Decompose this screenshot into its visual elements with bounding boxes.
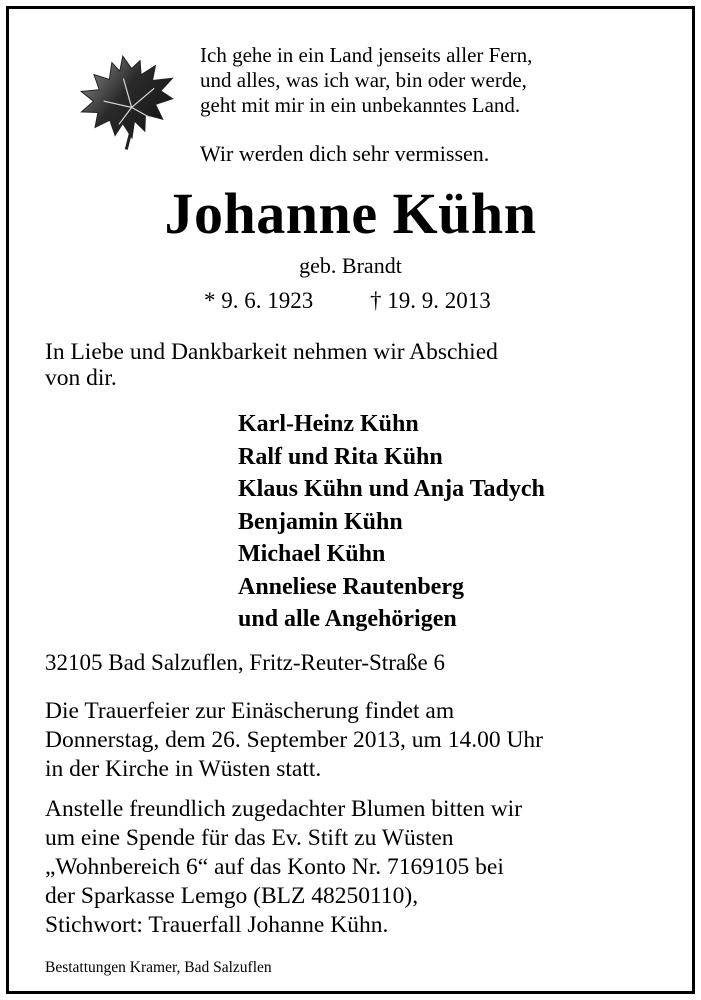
poem-line: Ich gehe in ein Land jenseits aller Fern, <box>200 43 533 67</box>
mourner-name: Ralf und Rita Kühn <box>238 443 443 470</box>
donation-line: „Wohnbereich 6“ auf das Konto Nr. 7169105 bei <box>45 854 504 880</box>
ceremony-line: in der Kirche in Wüsten statt. <box>45 756 322 782</box>
undertaker-credit: Bestattungen Kramer, Bad Salzuflen <box>45 959 272 976</box>
mourner-name: und alle Angehörigen <box>238 606 457 632</box>
ceremony-line: Die Trauerfeier zur Einäscherung findet am <box>45 698 455 724</box>
death-date: † 19. 9. 2013 <box>370 288 491 313</box>
donation-text <box>45 795 522 940</box>
mourner-name: Karl-Heinz Kühn <box>238 411 419 437</box>
poem-line: und alles, was ich war, bin oder werde, <box>200 68 527 92</box>
poem <box>200 43 532 118</box>
deceased-name: Johanne Kühn <box>164 181 537 246</box>
mourner-name: Michael Kühn <box>238 541 386 567</box>
mourner-name: Anneliese Rautenberg <box>238 573 464 600</box>
ceremony-line: Donnerstag, dem 26. September 2013, um 14.00 Uhr <box>45 727 543 753</box>
donation-line: um eine Spende für das Ev. Stift zu Wüsten <box>45 825 454 851</box>
farewell-line: von dir. <box>45 365 117 391</box>
donation-line: Anstelle freundlich zugedachter Blumen bitten wir <box>45 796 523 822</box>
poem-line: geht mit mir in ein unbekanntes Land. <box>200 93 521 117</box>
donation-line: der Sparkasse Lemgo (BLZ 48250110), <box>45 883 419 909</box>
mourner-name: Klaus Kühn und Anja Tadych <box>238 476 545 502</box>
maple-leaf-icon <box>58 48 190 152</box>
family-address: 32105 Bad Salzuflen, Fritz-Reuter-Straße 6 <box>45 650 446 675</box>
mourner-name: Benjamin Kühn <box>238 508 403 535</box>
farewell-line: In Liebe und Dankbarkeit nehmen wir Abschied <box>45 339 498 365</box>
poem-closing: Wir werden dich sehr vermissen. <box>200 141 490 166</box>
birth-date: * 9. 6. 1923 <box>204 288 314 313</box>
donation-line: Stichwort: Trauerfall Johanne Kühn. <box>45 912 389 938</box>
birth-name: geb. Brandt <box>299 253 402 278</box>
ceremony-text <box>45 697 543 784</box>
mourners-list <box>238 408 545 636</box>
farewell-text <box>45 339 498 391</box>
